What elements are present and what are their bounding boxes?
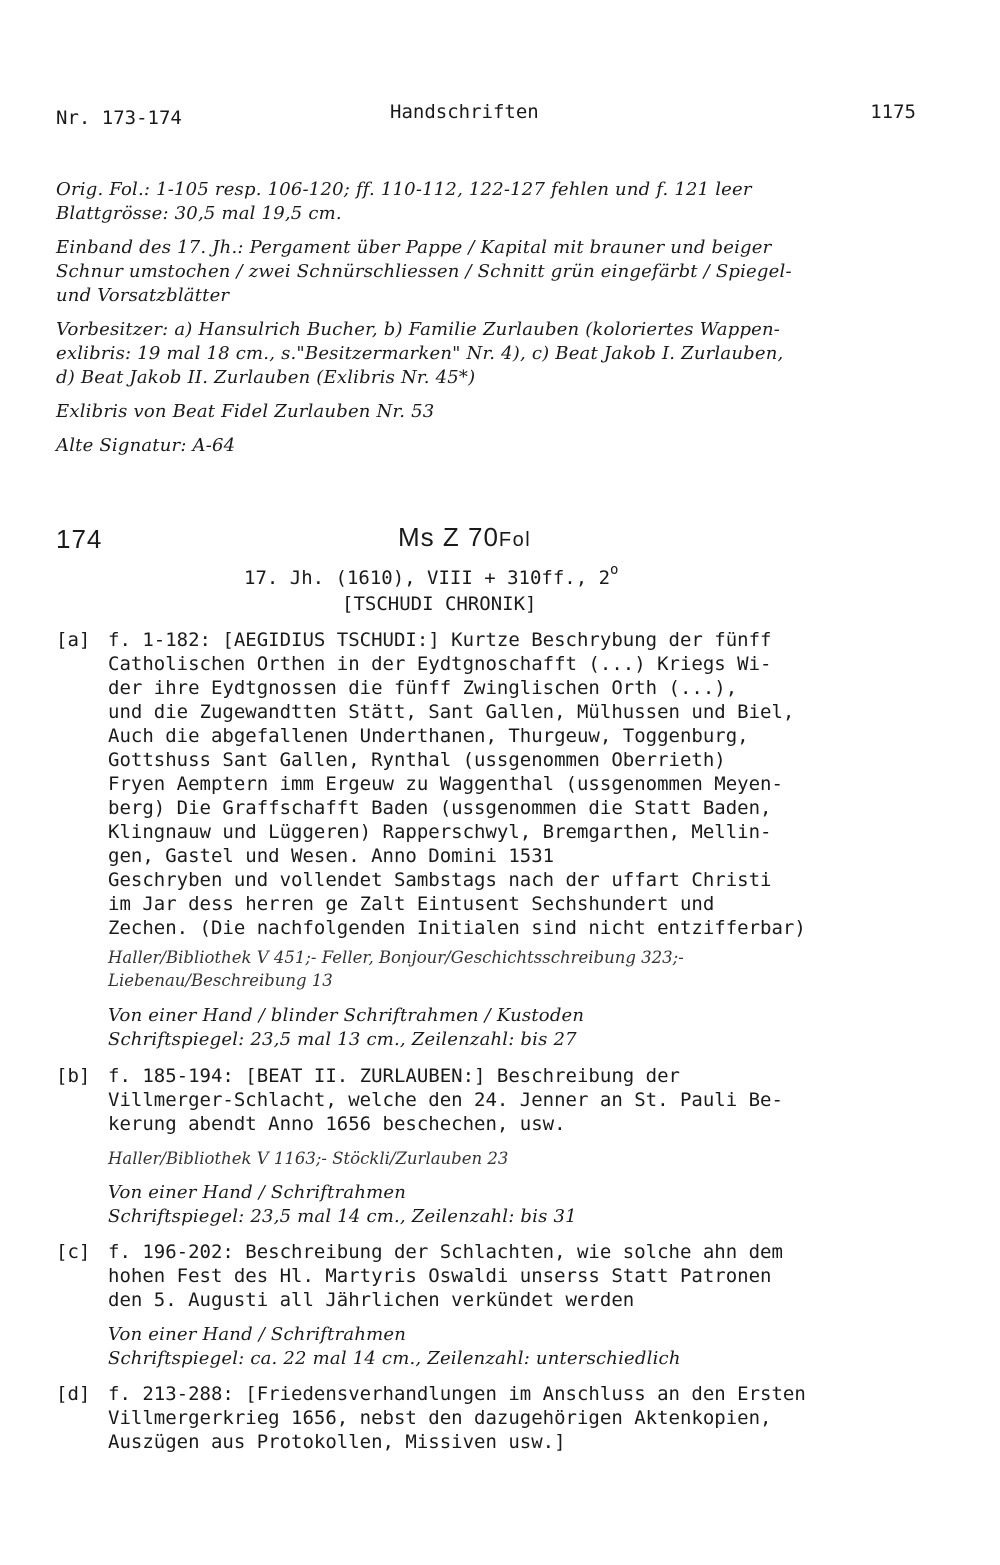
item-label: [b]	[56, 1065, 91, 1087]
shelfmark-main: Ms Z 70	[398, 522, 499, 552]
item-text: f. 185-194: [BEAT II. ZURLAUBEN:] Beschreibung der Villmerger-Schlacht, welche den 24. Jenner an St. Pauli Be- kerung abendt Anno 1656 beschechen, usw.	[108, 1065, 783, 1135]
item-a-literature: Haller/Bibliothek V 451;- Feller, Bonjour/Geschichtsschreibung 323;- Liebenau/Beschreibung 13	[108, 948, 684, 990]
previous-owners: Vorbesitzer: a) Hansulrich Bucher, b) Familie Zurlauben (koloriertes Wappen- exlibris: 19 mal 18 cm., s."Besitzermarken" Nr. 4), c) Beat Jakob I. Zurlauben, d) Beat Jakob II. Zurlauben (Exlibris Nr. 45*)	[56, 319, 784, 388]
page-header	[56, 100, 916, 129]
item-label: [d]	[56, 1383, 91, 1405]
item-a-physical-description: Von einer Hand / blinder Schriftrahmen / Kustoden Schriftspiegel: 23,5 mal 13 cm., Zeilenzahl: bis 27	[108, 1005, 585, 1050]
item-label: [c]	[56, 1241, 91, 1263]
exlibris-line: Exlibris von Beat Fidel Zurlauben Nr. 53	[56, 401, 435, 422]
date-extent-line	[244, 558, 618, 590]
item-b-physical-description: Von einer Hand / Schriftrahmen Schriftspiegel: 23,5 mal 14 cm., Zeilenzahl: bis 31	[108, 1182, 577, 1227]
item-label: [a]	[56, 629, 91, 651]
item-text: f. 213-288: [Friedensverhandlungen im Anschluss an den Ersten Villmergerkrieg 1656, nebst den dazugehörigen Aktenkopien, Auszügen aus Protokollen, Missiven usw.]	[108, 1383, 806, 1453]
item-b-literature: Haller/Bibliothek V 1163;- Stöckli/Zurlauben 23	[108, 1149, 509, 1168]
header-page-number: 1175	[870, 101, 916, 123]
item-text: f. 196-202: Beschreibung der Schlachten, wie solche ahn dem hohen Fest des Hl. Martyris Oswaldi unserss Statt Patronen den 5. Augusti all Jährlichen verkündet werden	[108, 1241, 783, 1311]
shelfmark	[398, 522, 531, 553]
binding-description: Einband des 17. Jh.: Pergament über Pappe / Kapital mit brauner und beiger Schnur umstochen / zwei Schnürschliessen / Schnitt grün eingefärbt / Spiegel- und Vorsatzblätter	[56, 237, 792, 306]
previous-entry-description	[56, 178, 792, 468]
shelfmark-format: Fol	[498, 529, 532, 551]
date-extent-text: 17. Jh. (1610), VIII + 310ff., 2	[244, 567, 611, 589]
old-signature: Alte Signatur: A-64	[56, 435, 236, 456]
format-degree: o	[610, 562, 619, 578]
header-entry-range: Nr. 173-174	[56, 107, 182, 129]
manuscript-title: [TSCHUDI CHRONIK]	[342, 593, 537, 615]
item-c-physical-description: Von einer Hand / Schriftrahmen Schriftspiegel: ca. 22 mal 14 cm., Zeilenzahl: unterschiedlich	[108, 1324, 681, 1369]
orig-foliation: Orig. Fol.: 1-105 resp. 106-120; ff. 110-112, 122-127 fehlen und f. 121 leer Blattgrösse: 30,5 mal 19,5 cm.	[56, 179, 752, 224]
item-text: f. 1-182: [AEGIDIUS TSCHUDI:] Kurtze Beschrybung der fünff Catholischen Orthen in der Eydtgnoschafft (...) Kriegs Wi- der ihre Eydtgnossen die fünff Zwinglischen Orth (...), und die Zugewandtten Stätt, Sant Gallen, Mülhussen und Biel, Auch die abgefallenen Underthanen, Thurgeuw, Toggenburg, Gottshuss Sant Gallen, Rynthal (ussgenommen Oberrieth) Fryen Aemptern imm Ergeuw zu Waggenthal (ussgenommen Meyen- berg) Die Graffschafft Baden (ussgenommen die Statt Baden, Klingnauw und Lüggeren) Rapperschwyl, Bremgarthen, Mellin- gen, Gastel und Wesen. Anno Domini 1531 Geschryben und vollendet Sambstags nach der uffart Christi im Jar dess herren ge Zalt Eintusent Sechshundert und Zechen. (Die nachfolgenden Initialen sind nicht entzifferbar)	[108, 629, 806, 939]
header-section-title: Handschriften	[390, 101, 539, 123]
entry-number: 174	[56, 524, 103, 554]
